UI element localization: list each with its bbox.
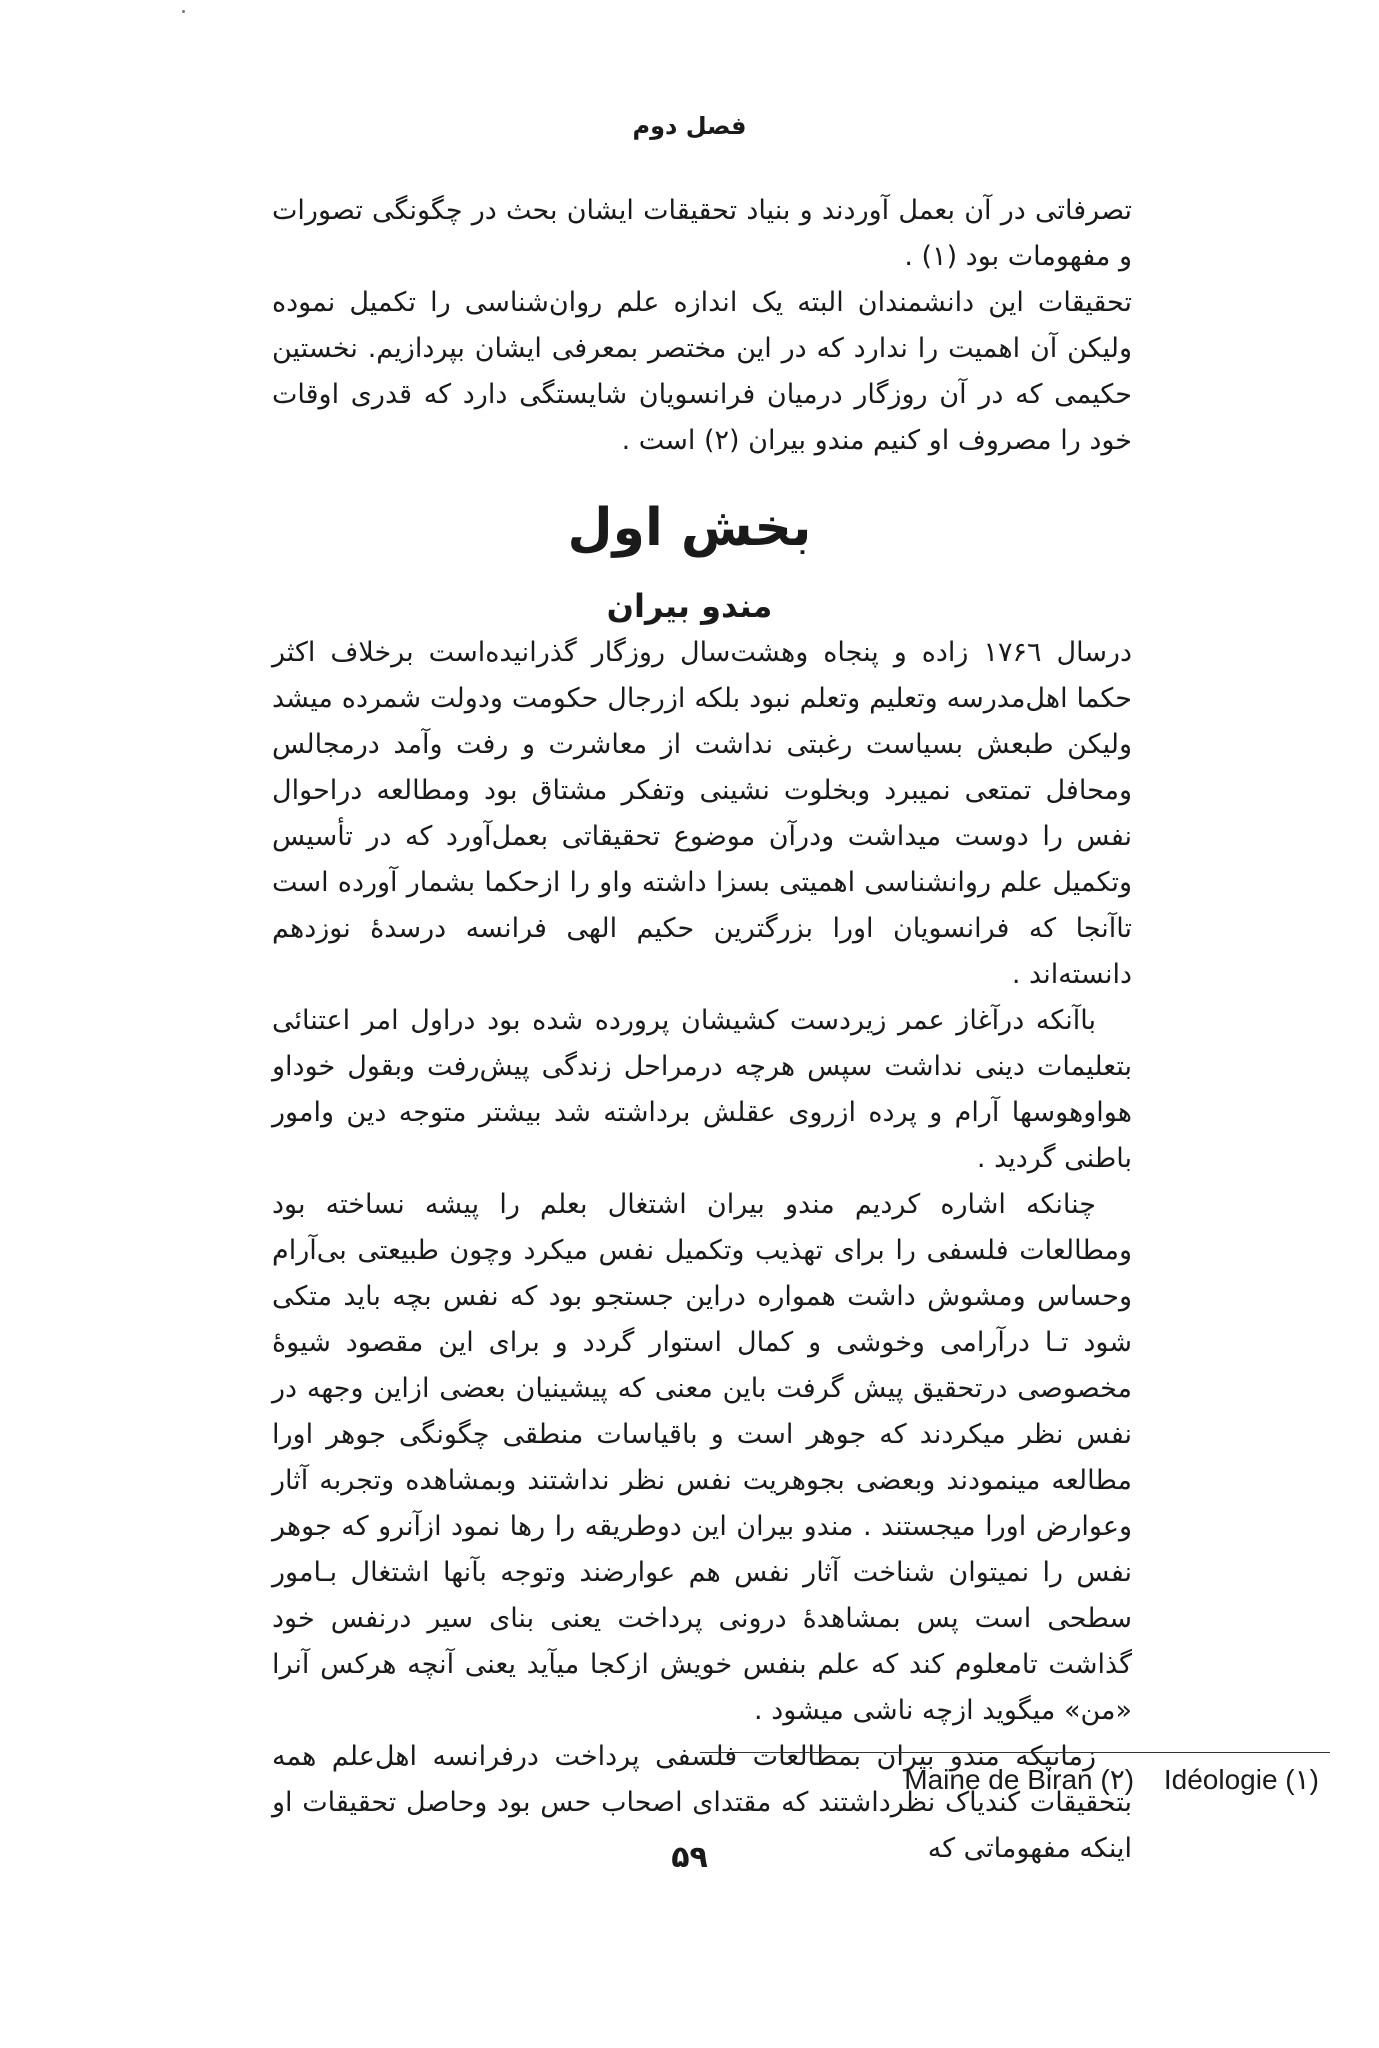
body-paragraph: زمانیکه مندو بیران بمطالعات فلسفی پرداخت درفرانسه اهل‌علم همه بتحقیقات کندیاک نظرداشتند که مقتدای اصحاب حس بود وحاصل تحقیقات او اینکه مفهوماتی که	[272, 1741, 1132, 1864]
intro-paragraph: تصرفاتی در آن بعمل آوردند و بنیاد تحقیقات ایشان بحث در چگونگی تصورات و مفهومات بود (۱) .	[272, 195, 1132, 272]
section-subtitle: مندو بیران	[606, 587, 773, 625]
footnote-2: Maine de Biran (٢)	[904, 1764, 1135, 1795]
body-paragraph: درسال ۱۷۶٦ زاده و پنجاه وهشت‌سال روزگار گذرانیده‌است برخلاف اکثر حکما اهل‌مدرسه وتعلیم وتعلم نبود بلکه ازرجال حکومت ودولت شمرده میشد ولیکن طبعش بسیاست رغبتی نداشت از معاشرت و رفت وآمد درمجالس ومحافل تمتعی نمیبرد وبخلوت نشینی وتفکر مشتاق بود ومطالعه دراحوال نفس را دوست میداشت ودرآن موضوع تحقیقاتی بعمل‌آورد که در تأسیس وتکمیل علم روانشناسی اهمیتی بسزا داشته واو را ازحکما بشمار آورده است تاآنجا که فرانسویان اورا بزرگترین حکیم الهی فرانسه درسدهٔ نوزدهم دانسته‌اند .	[272, 637, 1132, 990]
footnotes	[0, 1760, 1319, 1800]
footnote-divider	[700, 1752, 1330, 1753]
running-head: فصل دوم	[632, 112, 747, 140]
intro-paragraph: تحقیقات این دانشمندان البته یک اندازه علم روان‌شناسی را تکمیل نموده ولیکن آن اهمیت را ندارد که در این مختصر بمعرفی ایشان بپردازیم. نخستین حکیمی که در آن روزگار درمیان فرانسویان شایستگی دارد که قدری اوقات خود را مصروف او کنیم مندو بیران (۲) است .	[272, 287, 1132, 456]
scan-speck	[182, 10, 185, 13]
body-text	[272, 630, 1135, 1872]
body-paragraph: چنانکه اشاره کردیم مندو بیران اشتغال بعلم را پیشه نساخته بود ومطالعات فلسفی را برای تهذیب وتکمیل نفس میکرد وچون طبیعتی بی‌آرام وحساس ومشوش داشت همواره دراین جستجو بود که نفس بچه باید متکی شود تـا درآرامی وخوشی و کمال استوار گردد و برای این مقصود شیوهٔ مخصوصی درتحقیق پیش گرفت باین معنی که پیشینیان بعضی ازاین وجهه در نفس نظر میکردند که جوهر است و باقیاسات منطقی چگونگی جوهر اورا مطالعه مینمودند وبعضی بجوهریت نفس نظر نداشتند وبمشاهده وتجربه آثار وعوارض اورا میجستند . مندو بیران این دوطریقه را رها نمود ازآنرو که جوهر نفس را نمیتوان شناخت آثار نفس هم عوارضند وتوجه بآنها اشتغال بـامور سطحی است پس بمشاهدهٔ درونی پرداخت یعنی بنای سیر درنفس خود گذاشت تامعلوم کند که علم بنفس خویش ازکجا میآید یعنی آنچه هرکس آنرا «من» میگوید ازچه ناشی میشود .	[272, 1189, 1132, 1726]
intro-text	[272, 188, 1132, 464]
body-paragraph: باآنکه درآغاز عمر زیردست کشیشان پرورده شده بود دراول امر اعتنائی بتعلیمات دینی نداشت سپس هرچه درمراحل زندگی پیش‌رفت وبقول خوداو هواوهوسها آرام و پرده ازروی عقلش برداشته شد بیشتر متوجه دین وامور باطنی گردید .	[272, 1005, 1132, 1174]
page-number: ۵۹	[671, 1840, 708, 1875]
section-title: بخش اول	[567, 498, 812, 558]
footnote-1: Idéologie (١)	[1163, 1764, 1319, 1795]
